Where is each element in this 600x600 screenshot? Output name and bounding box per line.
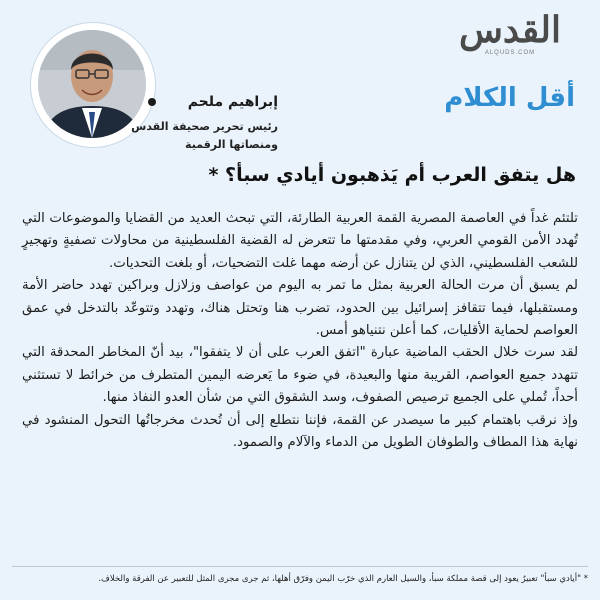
logo-subtext: ALQUDS.COM bbox=[484, 50, 536, 56]
newspaper-logo[interactable] bbox=[448, 10, 572, 64]
author-avatar bbox=[38, 30, 146, 138]
paragraph: لم يسبق أن مرت الحالة العربية بمثل ما تمر به اليوم من عواصف وزلازل وبراكين تهدد حاضر الأمة ومستقبلها، فيما تتقافز إسرائيل بين الحدود، تضرب هنا وتحتل هناك، وتهدد وتتوعّد بالتدخل في عمق العواصم لحماية الأقليات، كما أعلن نتنياهو أمس. bbox=[22, 278, 578, 339]
paragraph: لقد سرت خلال الحقب الماضية عبارة "اتفق العرب على أن لا يتفقوا"، بيد أنّ المخاطر المحدقة التي تتهدد جميع العواصم، القريبة منها والبعيدة، في ضوء ما يَعرضه اليمين المتطرف من خرائط لا تستثني أحداً، تُملي على الجميع ترصيص الصفوف، وسد الشقوق التي من شأن العدو النفاذ منها. bbox=[22, 345, 578, 406]
article-headline: هل يتفق العرب أم يَذهبون أيادي سبأ؟ * bbox=[208, 164, 576, 186]
author-name[interactable]: إبراهيم ملحم bbox=[187, 94, 278, 110]
author-bullet-icon bbox=[148, 98, 156, 106]
footnote: * "أيادي سبأ" تعبيرٌ يعود إلى قصة مملكة سبأ، والسيل العارم الذي خرّب اليمن وفرّق أهلها، ثم جرى مجرى المثل للتعبير عن الفرقة والخلاف. bbox=[98, 574, 588, 584]
logo-text: القدس bbox=[458, 9, 562, 51]
author-role-line1: رئيس تحرير صحيفة القدس bbox=[131, 120, 278, 133]
paragraph: تلتئم غداً في العاصمة المصرية القمة العربية الطارئة، التي تبحث العديد من القضايا والموضوعات التي تُهدد الأمن القومي العربي، وفي مقدمتها ما تتعرض له القضية الفلسطينية من محاولات تصفيةٍ وتهجيرٍ للشعب الفلسطيني، الذي لن يتنازل عن أرضه مهما غلت التضحيات، أو بلغت التحديات. bbox=[22, 211, 578, 271]
footnote-divider bbox=[12, 566, 588, 567]
author-role bbox=[131, 118, 278, 154]
author-portrait-icon bbox=[38, 30, 146, 138]
section-title: أقل الكلام bbox=[444, 83, 575, 113]
article-body bbox=[22, 208, 578, 454]
paragraph: وإذ نرقب باهتمام كبير ما سيصدر عن القمة، فإننا نتطلع إلى أن تُحدث مخرجاتُها التحول المنشود في نهاية هذا المطاف والطوفان الطويل من الدماء والآلام والصمود. bbox=[22, 412, 578, 451]
author-role-line2: ومنصاتها الرقمية bbox=[185, 138, 278, 151]
